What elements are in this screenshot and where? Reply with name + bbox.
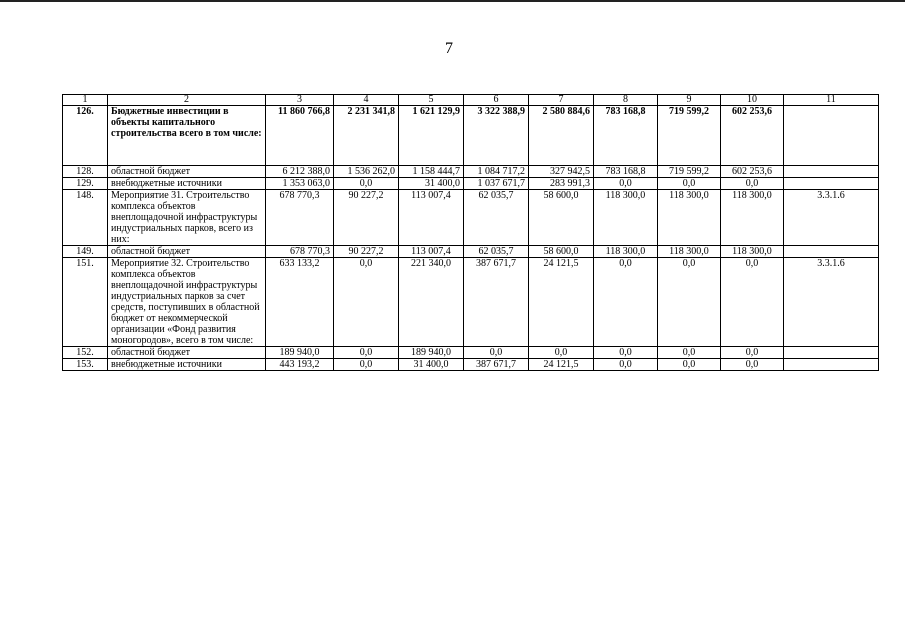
value-cell: 118 300,0 — [594, 190, 658, 246]
reference-cell: 3.3.1.6 — [784, 258, 879, 347]
reference-cell — [784, 347, 879, 359]
reference-cell — [784, 106, 879, 166]
value-cell: 2 231 341,8 — [334, 106, 399, 166]
value-cell: 118 300,0 — [594, 246, 658, 258]
page-top-border — [0, 0, 905, 2]
row-number: 128. — [63, 166, 108, 178]
header-cell: 6 — [464, 95, 529, 106]
table-row — [63, 178, 879, 190]
value-cell: 0,0 — [529, 347, 594, 359]
value-cell: 783 168,8 — [594, 166, 658, 178]
value-cell: 118 300,0 — [721, 246, 784, 258]
row-name: Бюджетные инвестиции в объекты капитального строительства всего в том числе: — [108, 106, 266, 166]
header-cell: 9 — [658, 95, 721, 106]
value-cell: 221 340,0 — [399, 258, 464, 347]
header-cell: 2 — [108, 95, 266, 106]
value-cell: 58 600,0 — [529, 246, 594, 258]
value-cell: 24 121,5 — [529, 359, 594, 371]
value-cell: 719 599,2 — [658, 166, 721, 178]
row-name: Мероприятие 31. Строительство комплекса объектов внеплощадочной инфраструктуры индустриальных парков, всего из них: — [108, 190, 266, 246]
row-name: областной бюджет — [108, 246, 266, 258]
value-cell: 189 940,0 — [266, 347, 334, 359]
value-cell: 2 580 884,6 — [529, 106, 594, 166]
value-cell: 0,0 — [721, 359, 784, 371]
value-cell: 0,0 — [594, 359, 658, 371]
value-cell: 678 770,3 — [266, 246, 334, 258]
value-cell: 387 671,7 — [464, 359, 529, 371]
table-row — [63, 106, 879, 166]
value-cell: 443 193,2 — [266, 359, 334, 371]
value-cell: 633 133,2 — [266, 258, 334, 347]
value-cell: 602 253,6 — [721, 106, 784, 166]
value-cell: 387 671,7 — [464, 258, 529, 347]
row-number: 126. — [63, 106, 108, 166]
row-name: областной бюджет — [108, 166, 266, 178]
header-cell: 7 — [529, 95, 594, 106]
value-cell: 0,0 — [658, 347, 721, 359]
value-cell: 1 536 262,0 — [334, 166, 399, 178]
header-cell: 4 — [334, 95, 399, 106]
header-cell: 10 — [721, 95, 784, 106]
reference-cell — [784, 166, 879, 178]
table-row — [63, 359, 879, 371]
value-cell: 189 940,0 — [399, 347, 464, 359]
row-number: 148. — [63, 190, 108, 246]
row-name: областной бюджет — [108, 347, 266, 359]
value-cell: 0,0 — [594, 258, 658, 347]
value-cell: 1 353 063,0 — [266, 178, 334, 190]
value-cell: 0,0 — [594, 178, 658, 190]
header-cell: 3 — [266, 95, 334, 106]
value-cell: 0,0 — [721, 178, 784, 190]
value-cell: 783 168,8 — [594, 106, 658, 166]
value-cell: 11 860 766,8 — [266, 106, 334, 166]
value-cell: 0,0 — [658, 178, 721, 190]
row-name: внебюджетные источники — [108, 178, 266, 190]
value-cell: 0,0 — [594, 347, 658, 359]
value-cell: 62 035,7 — [464, 190, 529, 246]
value-cell: 90 227,2 — [334, 246, 399, 258]
value-cell: 24 121,5 — [529, 258, 594, 347]
value-cell: 0,0 — [464, 347, 529, 359]
header-cell: 1 — [63, 95, 108, 106]
value-cell: 118 300,0 — [658, 190, 721, 246]
row-number: 149. — [63, 246, 108, 258]
value-cell: 283 991,3 — [529, 178, 594, 190]
value-cell: 1 621 129,9 — [399, 106, 464, 166]
value-cell: 1 158 444,7 — [399, 166, 464, 178]
value-cell: 0,0 — [334, 258, 399, 347]
value-cell: 58 600,0 — [529, 190, 594, 246]
row-name: внебюджетные источники — [108, 359, 266, 371]
header-cell: 5 — [399, 95, 464, 106]
reference-cell — [784, 178, 879, 190]
budget-table — [62, 94, 879, 371]
table-row — [63, 246, 879, 258]
row-number: 151. — [63, 258, 108, 347]
value-cell: 31 400,0 — [399, 359, 464, 371]
value-cell: 602 253,6 — [721, 166, 784, 178]
value-cell: 0,0 — [334, 359, 399, 371]
table-header-row — [63, 95, 879, 106]
value-cell: 678 770,3 — [266, 190, 334, 246]
value-cell: 719 599,2 — [658, 106, 721, 166]
value-cell: 118 300,0 — [721, 190, 784, 246]
value-cell: 113 007,4 — [399, 190, 464, 246]
page-number: 7 — [445, 40, 453, 57]
reference-cell: 3.3.1.6 — [784, 190, 879, 246]
reference-cell — [784, 359, 879, 371]
table-row — [63, 166, 879, 178]
value-cell: 90 227,2 — [334, 190, 399, 246]
value-cell: 1 037 671,7 — [464, 178, 529, 190]
table-row — [63, 347, 879, 359]
value-cell: 3 322 388,9 — [464, 106, 529, 166]
value-cell: 62 035,7 — [464, 246, 529, 258]
value-cell: 31 400,0 — [399, 178, 464, 190]
value-cell: 6 212 388,0 — [266, 166, 334, 178]
header-cell: 8 — [594, 95, 658, 106]
value-cell: 1 084 717,2 — [464, 166, 529, 178]
row-number: 153. — [63, 359, 108, 371]
value-cell: 118 300,0 — [658, 246, 721, 258]
value-cell: 0,0 — [334, 178, 399, 190]
row-number: 129. — [63, 178, 108, 190]
table-row — [63, 258, 879, 347]
value-cell: 0,0 — [721, 258, 784, 347]
reference-cell — [784, 246, 879, 258]
row-number: 152. — [63, 347, 108, 359]
header-cell: 11 — [784, 95, 879, 106]
row-name: Мероприятие 32. Строительство комплекса объектов внеплощадочной инфраструктуры индустриальных парков за счет средств, поступивших в областной бюджет от некоммерческой организации «Фонд развития моногородов», всего в том числе: — [108, 258, 266, 347]
value-cell: 0,0 — [721, 347, 784, 359]
value-cell: 0,0 — [658, 258, 721, 347]
value-cell: 0,0 — [658, 359, 721, 371]
value-cell: 113 007,4 — [399, 246, 464, 258]
value-cell: 0,0 — [334, 347, 399, 359]
table-row — [63, 190, 879, 246]
value-cell: 327 942,5 — [529, 166, 594, 178]
